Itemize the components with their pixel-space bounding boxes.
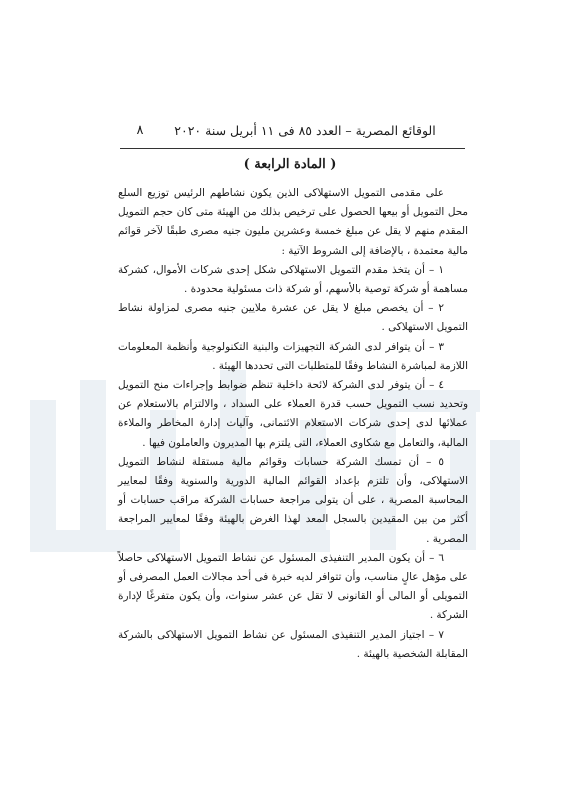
condition-7: ٧ – اجتياز المدير التنفيذى المسئول عن نشاط التمويل الاستهلاكى بالشركة المقابلة الشخصية بالهيئة . xyxy=(118,628,468,660)
header-divider xyxy=(120,148,465,149)
article-intro: على مقدمى التمويل الاستهلاكى الذين يكون نشاطهم الرئيس توزيع السلع محل التمويل أو بيعها الحصول على ترخيص بذلك من الهيئة متى كان حجم التمويل المقدم منهم لا يقل عن مبلغ خمسة وعشرين مليون جنيه مصرى طبقًا لآخر قوائم مالية معتمدة ، بالإضافة إلى الشروط الآتية : xyxy=(118,187,468,257)
condition-2: ٢ – أن يخصص مبلغ لا يقل عن عشرة ملايين جنيه مصرى لمزاولة نشاط التمويل الاستهلاكى . xyxy=(118,302,468,334)
article-body xyxy=(118,184,468,664)
gazette-header: الوقائع المصرية – العدد ٨٥ فى ١١ أبريل سنة ٢٠٢٠ xyxy=(174,123,436,138)
article-title: ( المادة الرابعة ) xyxy=(243,157,337,172)
condition-1: ١ – أن يتخذ مقدم التمويل الاستهلاكى شكل إحدى شركات الأموال، كشركة مساهمة أو شركة توصية بالأسهم، أو شركة ذات مسئولية محدودة . xyxy=(118,263,468,296)
page-number: ٨ xyxy=(136,123,144,138)
condition-6: ٦ – أن يكون المدير التنفيذى المسئول عن نشاط التمويل الاستهلاكى حاصلاً على مؤهل عالٍ مناسب، وأن تتوافر لديه خبرة فى أحد مجالات العمل المصرفى أو التمويلى أو المالى أو القانونى لا تقل عن عشر سنوات، وأن يكون متفرغًا لإدارة الشركة . xyxy=(118,551,468,622)
condition-3: ٣ – أن يتوافر لدى الشركة التجهيزات والبنية التكنولوجية وأنظمة المعلومات اللازمة لمباشرة النشاط وفقًا للمتطلبات التى تحددها الهيئة . xyxy=(118,340,468,372)
condition-5: ٥ – أن تمسك الشركة حسابات وقوائم مالية مستقلة لنشاط التمويل الاستهلاكى، وأن تلتزم بإعداد القوائم المالية الدورية والسنوية وفقًا لمعايير المحاسبة المصرية ، على أن يتولى مراجعة حسابات الشركة مراقب حسابات أو أكثر من بين المقيدين بالسجل المعد لهذا الغرض بالهيئة وفقًا لمعايير المراجعة المصرية . xyxy=(118,455,468,545)
condition-4: ٤ – أن يتوفر لدى الشركة لائحة داخلية تنظم ضوابط وإجراءات منح التمويل وتحديد نسب التمويل حسب قدرة العملاء على السداد ، والالتزام بالاستعلام عن عملائها لدى إحدى شركات الاستعلام الائتمانى، وآليات إدارة المخاطر والملاءة المالية، والتعامل مع شكاوى العملاء، التى يلتزم بها المديرون والعاملون فيها . xyxy=(118,379,468,449)
